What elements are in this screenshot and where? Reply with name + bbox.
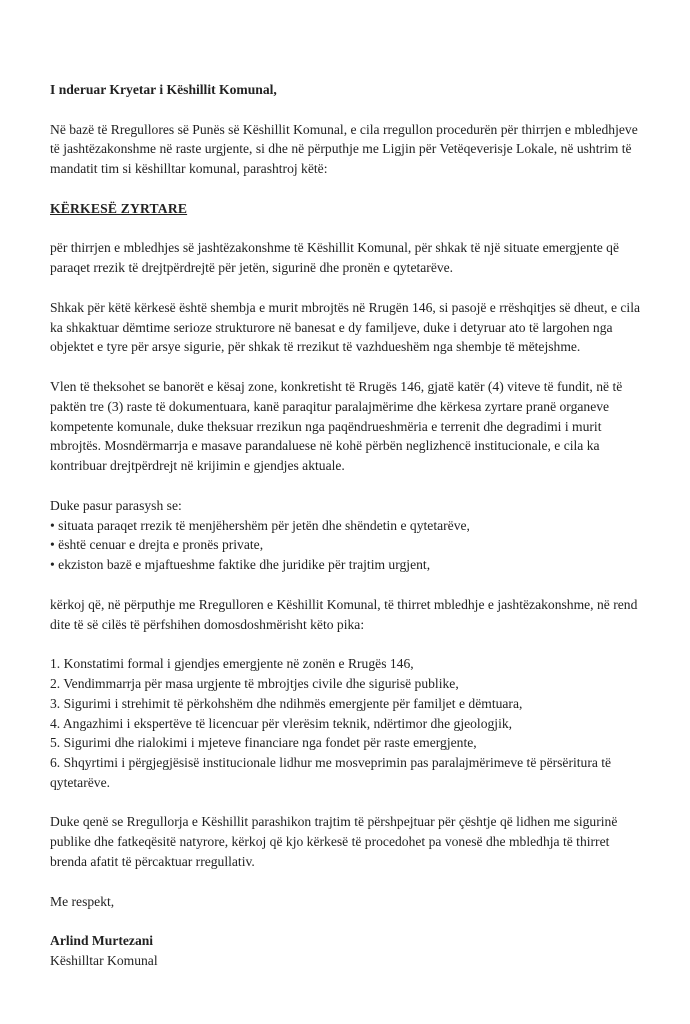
agenda-item: 4. Angazhimi i ekspertëve të licencuar për vlerësim teknik, ndërtimor dhe gjeologjik,	[50, 715, 513, 731]
consideration-item: • situata paraqet rrezik të menjëhershëm për jetën dhe shëndetin e qytetarëve,	[50, 517, 470, 533]
request-paragraph: kërkoj që, në përputhje me Rregulloren e Këshillit Komunal, të thirret mbledhje e jashtëzakonshme, në rend dite të së cilës të përfshihen domosdoshmërisht këto pika:	[50, 596, 638, 632]
closing-paragraph: Duke qenë se Rregullorja e Këshillit parashikon trajtim të përshpejtuar për çështje që lidhen me sigurinë publike dhe fatkeqësitë natyrore, kërkoj që kjo kërkesë të procedohet pa vonesë dhe mbledhja të thirret brenda afatit të përcaktuar rregullativ.	[50, 814, 618, 870]
considerations-lead: Duke pasur parasysh se:	[50, 497, 182, 513]
considerations-list	[50, 516, 642, 575]
signature-title: Këshilltar Komunal	[50, 953, 158, 969]
agenda-item: 3. Sigurimi i strehimit të përkohshëm dhe ndihmës emergjente për familjet e dëmtuara,	[50, 695, 523, 711]
consideration-item: • ekziston bazë e mjaftueshme faktike dhe juridike për trajtim urgjent,	[50, 557, 431, 573]
agenda-item: 5. Sigurimi dhe rialokimi i mjeteve financiare nga fondet për raste emergjente,	[50, 735, 477, 751]
agenda-item: 6. Shqyrtimi i përgjegjësisë institucionale lidhur me mosveprimin pas paralajmërimeve të përsëritura të qytetarëve.	[50, 755, 612, 790]
valediction: Me respekt,	[50, 893, 115, 909]
agenda-list	[50, 654, 642, 793]
consideration-item: • është cenuar e drejta e pronës private,	[50, 537, 264, 553]
agenda-item: 2. Vendimmarrja për masa urgjente të mbrojtjes civile dhe sigurisë publike,	[50, 675, 459, 691]
agenda-item: 1. Konstatimi formal i gjendjes emergjente në zonën e Rrugës 146,	[50, 656, 414, 672]
document-title: KËRKESË ZYRTARE	[50, 200, 188, 216]
history-paragraph: Vlen të theksohet se banorët e kësaj zone, konkretisht të Rrugës 146, gjatë katër (4) viteve të fundit, në të paktën tre (3) raste të dokumentuara, kanë paraqitur paralajmërime dhe kërkesa zyrtare pranë organeve kompetente komunale, duke theksuar rrezikun nga paqëndrueshmëria e terrenit dhe degradimi i murit mbrojtës. Mosndërmarrja e masave parandaluese në kohë përbën neglizhencë institucionale, e cila ka kontribuar drejtpërdrejt në krijimin e gjendjes aktuale.	[50, 378, 623, 474]
salutation: I nderuar Kryetar i Këshillit Komunal,	[50, 82, 277, 97]
subject-paragraph: për thirrjen e mbledhjes së jashtëzakonshme të Këshillit Komunal, për shkak të një situate emergjente që paraqet rrezik të drejtpërdrejtë për jetën, sigurinë dhe pronën e qytetarëve.	[50, 240, 619, 276]
intro-paragraph: Në bazë të Rregullores së Punës së Këshillit Komunal, e cila rregullon procedurën për thirrjen e mbledhjeve të jashtëzakonshme në raste urgjente, si dhe në përputhje me Ligjin për Vetëqeverisje Lokale, në ushtrim të mandatit tim si këshilltar komunal, parashtroj këtë:	[50, 121, 638, 177]
signature-name: Arlind Murtezani	[50, 933, 154, 949]
cause-paragraph: Shkak për këtë kërkesë është shembja e murit mbrojtës në Rrugën 146, si pasojë e rrëshqitjes së dheut, e cila ka shkaktuar dëmtime serioze strukturore në banesat e dy familjeve, duke i detyruar ato të largohen nga objektet e tyre për arsye sigurie, për shkak të rrezikut të vazhdueshëm nga shembje të mëtejshme.	[50, 299, 641, 355]
